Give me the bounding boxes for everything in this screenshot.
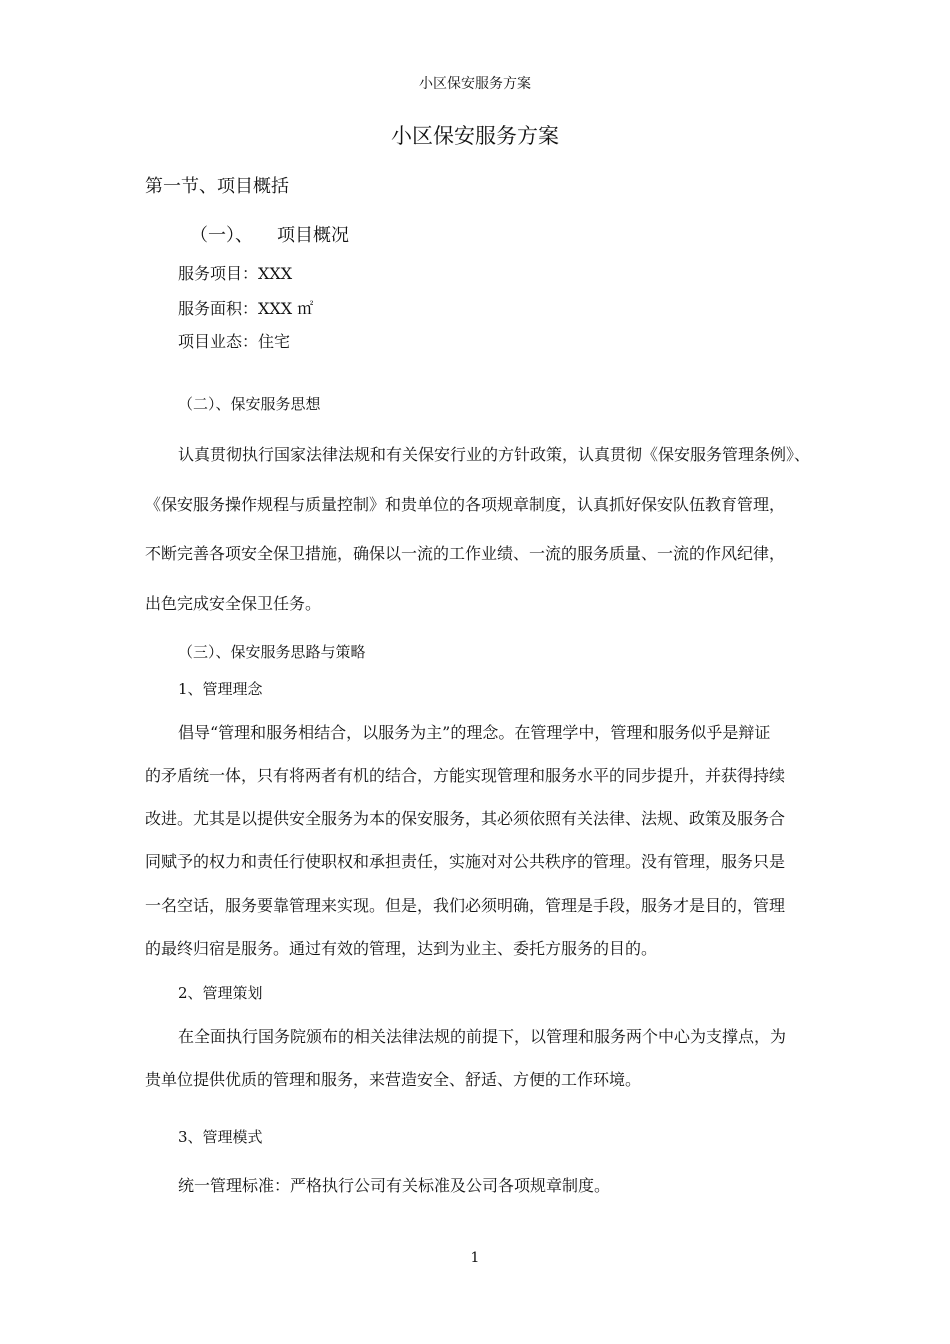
item-heading-2: 2、管理策划 [178,984,263,1002]
paragraph-line: 改进。尤其是以提供安全服务为本的保安服务，其必须依照有关法律、法规、政策及服务合 [145,809,786,828]
paragraph-line: 同赋予的权力和责任行使职权和承担责任，实施对对公共秩序的管理。没有管理，服务只是 [145,852,786,871]
page-number: 1 [470,1250,480,1266]
paragraph-line: 不断完善各项安全保卫措施，确保以一流的工作业绩、一流的服务质量、一流的作风纪律， [145,544,786,563]
paragraph-line: 倡导“管理和服务相结合，以服务为主”的理念。在管理学中，管理和服务似乎是辩证 [178,723,771,742]
subsection-title: 项目概况 [277,225,349,246]
paragraph-line: 在全面执行国务院颁布的相关法律法规的前提下，以管理和服务两个中心为支撑点，为 [178,1027,787,1046]
paragraph-line: 一名空话，服务要靠管理来实现。但是，我们必须明确，管理是手段，服务才是目的，管理 [145,896,786,915]
paragraph-line: 贵单位提供优质的管理和服务，来营造安全、舒适、方便的工作环境。 [145,1070,642,1089]
running-header: 小区保安服务方案 [419,76,531,92]
subsection-heading-1 [190,221,349,247]
subsection-label: （一）、 [190,225,253,246]
subsection-heading-2: （二）、保安服务思想 [178,395,321,413]
item-heading-1: 1、管理理念 [178,680,263,698]
info-item-service-area: 服务面积：XXX ㎡ [178,299,314,318]
info-item-service-project: 服务项目：XXX [178,264,293,283]
section-heading: 第一节、项目概括 [145,176,289,197]
paragraph-line: 认真贯彻执行国家法律法规和有关保安行业的方针政策，认真贯彻《保安服务管理条例》、 [178,445,811,464]
paragraph-line: 《保安服务操作规程与质量控制》和贵单位的各项规章制度，认真抓好保安队伍教育管理， [145,495,786,514]
paragraph-line: 出色完成安全保卫任务。 [145,594,322,613]
paragraph-line: 统一管理标准：严格执行公司有关标准及公司各项规章制度。 [178,1176,611,1195]
item-heading-3: 3、管理模式 [178,1128,263,1146]
paragraph-line: 的矛盾统一体，只有将两者有机的结合，方能实现管理和服务水平的同步提升，并获得持续 [145,766,786,785]
document-title: 小区保安服务方案 [391,124,559,148]
paragraph-line: 的最终归宿是服务。通过有效的管理，达到为业主、委托方服务的目的。 [145,939,658,958]
subsection-heading-3: （三）、保安服务思路与策略 [178,643,366,661]
info-item-property-type: 项目业态：住宅 [178,332,291,351]
